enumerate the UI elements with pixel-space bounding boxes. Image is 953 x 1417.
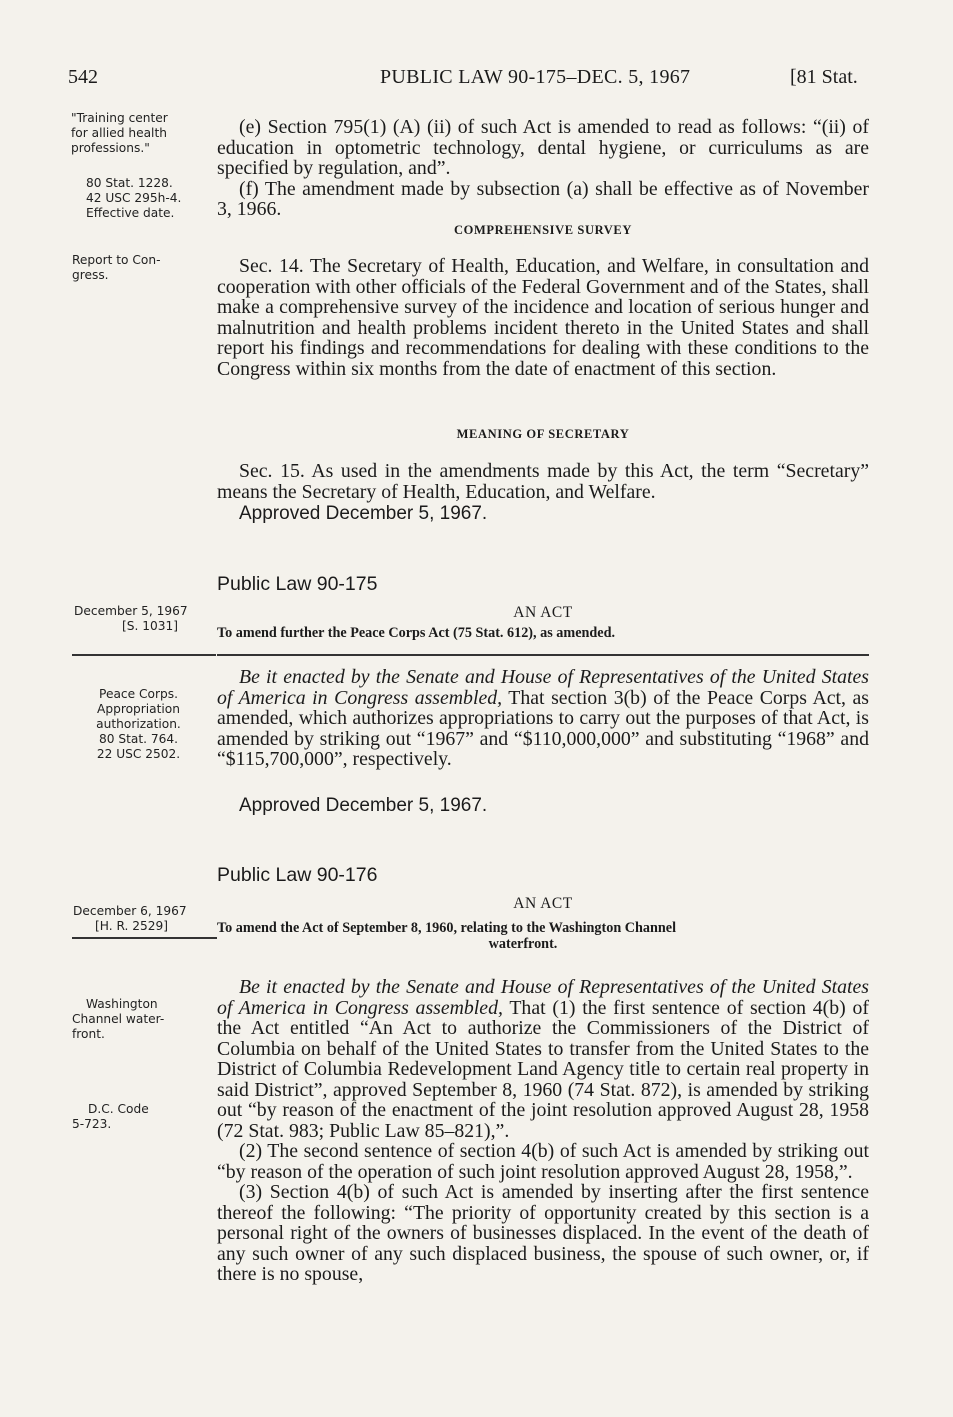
pl-175-enactment bbox=[217, 667, 869, 770]
page-number: 542 bbox=[68, 66, 98, 88]
pl-176-enactment bbox=[217, 977, 869, 1285]
section-15: Sec. 15. As used in the amendments made by this Act, the term “Secretary” means the Secretary of Health, Education, and Welfare. bbox=[217, 460, 869, 503]
enacting-clause: Be it enacted by the Senate and House of Representatives of the United States of America in Congress assembled, bbox=[217, 666, 869, 709]
an-act-label: AN ACT bbox=[513, 604, 573, 621]
margin-note-report: Report to Con- gress. bbox=[72, 253, 161, 282]
act-rule-stub bbox=[199, 937, 217, 939]
public-law-90-176-title: Public Law 90-176 bbox=[217, 864, 378, 886]
an-act-label: AN ACT bbox=[513, 895, 573, 912]
page-header-title: PUBLIC LAW 90-175–DEC. 5, 1967 bbox=[380, 66, 691, 88]
paragraph-e: (e) Section 795(1) (A) (ii) of such Act is amended to read as follows: “(ii) of education in optometric technology, dental hygiene, or curriculums as are specified by regulation, and”. bbox=[217, 116, 869, 179]
approved-date-2: Approved December 5, 1967. bbox=[239, 795, 488, 816]
margin-rule bbox=[72, 654, 216, 656]
margin-note-peace-corps: Peace Corps. Appropriation authorization. 80 Stat. 764. 22 USC 2502. bbox=[96, 687, 181, 761]
margin-note-dc-code: D.C. Code 5-723. bbox=[72, 1102, 149, 1131]
enactment-body: That section 3(b) of the Peace Corps Act, as amended, which authorizes appropriations to carry out the purposes of that Act, is amended by striking out “1967” and “$110,000,000” and substituting “1968” and “$115,700,000”, respectively. bbox=[217, 686, 869, 770]
approved-date-1: Approved December 5, 1967. bbox=[239, 503, 488, 524]
margin-note-training-center: "Training center for allied health professions." bbox=[71, 111, 168, 155]
act-rule bbox=[217, 654, 869, 656]
margin-note-washington: Washington Channel water- front. bbox=[72, 997, 165, 1041]
enacting-clause: Be it enacted by the Senate and House of Representatives of the United States of America in Congress assembled, bbox=[217, 976, 869, 1019]
margin-note-pl176-date: December 6, 1967 [H. R. 2529] bbox=[73, 904, 187, 933]
public-law-90-175-title: Public Law 90-175 bbox=[217, 573, 378, 595]
act-purpose: To amend the Act of September 8, 1960, relating to the Washington Channel waterfront. bbox=[217, 920, 677, 952]
paragraph-2: (2) The second sentence of section 4(b) of such Act is amended by striking out “by reason of the operation of such joint resolution approved August 28, 1958,”. bbox=[217, 1140, 869, 1183]
heading-meaning-of-secretary: MEANING OF SECRETARY bbox=[456, 427, 630, 441]
margin-rule bbox=[72, 937, 216, 939]
enactment-body: That (1) the first sentence of section 4(b) of the Act entitled “An Act to authorize the Commissioners of the District of Columbia on behalf of the United States to transfer from the United States to the District of Columbia Redevelopment Land Agency title to certain real property in said District”, approved September 8, 1960 (74 Stat. 872), is amended by striking out “by reason of the enactment of the joint resolution approved August 28, 1958 (72 Stat. 983; Public Law 85–821),”. bbox=[217, 996, 869, 1142]
section-14: Sec. 14. The Secretary of Health, Education, and Welfare, in consultation and cooperation with other officials of the Federal Government and of the States, shall make a comprehensive survey of the incidence and location of serious hunger and malnutrition and health problems incident thereto in the United States and shall report his findings and recommendations for dealing with these conditions to the Congress within six months from the date of enactment of this section. bbox=[217, 255, 869, 380]
margin-note-pl175-date: December 5, 1967 [S. 1031] bbox=[74, 604, 188, 633]
margin-note-stat-1228: 80 Stat. 1228. 42 USC 295h-4. Effective date. bbox=[86, 176, 182, 220]
paragraph-f: (f) The amendment made by subsection (a) shall be effective as of November 3, 1966. bbox=[217, 177, 869, 220]
section-13-continuation bbox=[217, 117, 869, 220]
act-purpose: To amend further the Peace Corps Act (75 Stat. 612), as amended. bbox=[217, 625, 616, 641]
heading-comprehensive-survey: COMPREHENSIVE SURVEY bbox=[454, 223, 632, 237]
paragraph-3: (3) Section 4(b) of such Act is amended by inserting after the first sentence thereof the following: “The priority of opportunity created by this section is a personal right of the owners of businesses displaced. In the event of the death of any such owner of any such displaced business, the spouse of such owner, or, if there is no spouse, bbox=[217, 1181, 869, 1285]
stat-volume: [81 Stat. bbox=[790, 66, 858, 88]
